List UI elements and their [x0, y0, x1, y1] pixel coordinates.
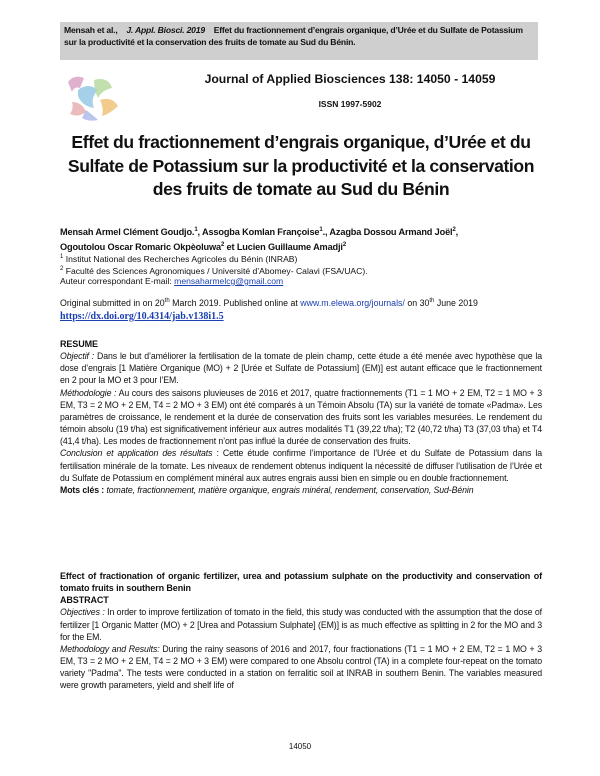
author-2: , Assogba Komlan Françoise [197, 227, 320, 238]
published-text: March 2019. Published online at [169, 297, 301, 308]
email-link[interactable]: mensaharmelcg@gmail.com [174, 276, 284, 286]
resume-objectif [60, 350, 542, 386]
author-3: ., Azagba Dossou Armand Joël [322, 227, 453, 238]
resume-heading: RESUME [60, 339, 98, 349]
online-text: on 30 [404, 297, 430, 308]
methodologie-label: Méthodologie : [60, 387, 117, 398]
resume-section [60, 338, 542, 496]
methodology-text: During the rainy seasons of 2016 and 2017, four fractionations (T1 = 1 MO + 2 EM, T2 = 1 MO + 3 EM, T3 = 2 MO + 2 EM, T4 = 2 MO + 3 EM) were compared to one Absolu control (TA) in a complete four-repeat on the tomato variety "Padma". The tests were conducted in a station on ferralitic soil at INRAB in southern Benin. The variables measured were growth parameters, yield and shelf life of [60, 643, 542, 691]
resume-keywords [60, 484, 542, 496]
corresponding-author [60, 275, 542, 287]
keywords-label: Mots clés : [60, 484, 105, 495]
submission-dates [60, 295, 542, 323]
affiliation-1-sup: 1 [60, 254, 64, 260]
journal-site-link[interactable]: www.m.elewa.org/journals/ [300, 297, 405, 308]
running-head-title-2: sur la productivité et la conservation des fruits de tomate au Sud du Bénin. [64, 37, 356, 47]
author-3-sup: 2 [452, 227, 456, 233]
objectives-text: In order to improve fertilization of tomato in the field, this study was conducted with the assumption that the dose of fertilizer [1 Organic Matter (MO) + 2 [Urea and Potassium Sulphate] (EM)] is as much effective as splitting in 2 for the MO and 3 for the EM. [60, 607, 542, 642]
english-title: Effect of fractionation of organic fertilizer, urea and potassium sulphate on the productivity and conservation of tomato fruits in southern Benin [60, 571, 542, 594]
author-1-sup: 1 [194, 227, 198, 233]
abstract-objectives [60, 606, 542, 642]
author-line-1 [60, 224, 542, 239]
affiliation-2-text: Faculté des Sciences Agronomiques / Université d’Abomey- Calavi (FSA/UAC). [63, 265, 368, 276]
running-head-title-1: Effet du fractionnement d’engrais organique, d’Urée et du Sulfate de Potassium [213, 25, 523, 35]
author-1: Mensah Armel Clément Goudjo. [60, 227, 195, 238]
affiliation-2-sup: 2 [60, 266, 64, 272]
author-4: Ogoutolou Oscar Romaric Okpèoluwa [60, 242, 221, 253]
english-section [60, 570, 542, 692]
doi-link[interactable]: https://dx.doi.org/10.4314/jab.v138i1.5 [60, 310, 224, 322]
running-head [60, 22, 538, 60]
objectif-text: Dans le but d’améliorer la fertilisation de la tomate de plein champ, cette étude a été menée avec hypothèse que la dose d’engrais [1 Matière Organique (MO) + 2 [Urée et Sulfate de Potassium] (EM)] est autant efficace que le fractionnement en 2 pour la MO et 3 pour l’EM. [60, 351, 542, 386]
resume-conclusion [60, 447, 542, 483]
methodology-label: Methodology and Results: [60, 643, 160, 654]
author-2-sup: 1 [319, 227, 323, 233]
resume-methodologie [60, 387, 542, 448]
running-head-authors: Mensah et al., [64, 25, 118, 35]
journal-logo-icon [64, 72, 130, 122]
author-5-sup: 2 [342, 242, 346, 249]
submitted-sup: th [164, 298, 170, 304]
author-5: et Lucien Guillaume Amadji [224, 242, 343, 253]
affiliation-1-text: Institut National des Recherches Agricoles du Bénin (INRAB) [63, 253, 298, 264]
author-4-sup: 2 [220, 242, 225, 249]
conclusion-text: : Cette étude confirme l’importance de l’Urée et du Sulfate de Potassium dans la fertilisation minérale de la tomate. Les niveaux de rendement obtenus indiquent la nécessité de diffuser l’utilisation de l’Urée et du Sulfate de Potassium en complément minéral aux autres engrais aussi bien en simple ou en double fractionnement. [60, 448, 542, 483]
issn: ISSN 1997-5902 [318, 99, 382, 109]
running-head-journal: J. Appl. Biosci. 2019 [126, 25, 205, 35]
author-list [60, 224, 542, 255]
conclusion-label: Conclusion et application des résultats [60, 448, 213, 459]
keywords-text: tomate, fractionnement, matière organique, engrais minéral, rendement, conservation, Sud-Bénin [104, 484, 474, 495]
article-title: Effet du fractionnement d’engrais organique, d’Urée et du Sulfate de Potassium sur la productivité et la conservation des fruits de tomate au Sud du Bénin [67, 132, 535, 199]
journal-title: Journal of Applied Biosciences 138: 14050 - 14059 [204, 72, 496, 86]
objectif-label: Objectif : [60, 351, 95, 362]
email-label: Auteur correspondant E-mail: [60, 276, 175, 286]
doi-line [60, 310, 542, 324]
abstract-methodology [60, 643, 542, 692]
online-date: June 2019 [434, 297, 478, 308]
author-sep: , [455, 227, 459, 238]
objectives-label: Objectives : [60, 607, 105, 618]
dates-line [60, 295, 542, 310]
methodologie-text: Au cours des saisons pluvieuses de 2016 et 2017, quatre fractionnements (T1 = 1 MO + 2 EM, T2 = 1 MO + 3 EM, T3 = 2 MO + 2 EM, T4 = 2 MO + 3 EM) ont été comparés à un Témoin Absolu (TA) sur la variété de tomate «Padma». Les paramètres de croissance, le rendement et la durée de conservation des fruits sont les variables mesurées. Le rendement du témoin absolu (19 t/ha) est significativement inférieur aux autres modalités T1 (39,22 t/ha); T2 (40,72 t/ha) T3 (37,03 t/ha) et T4 (41,4 t/ha). Les modes de fractionnement n’ont pas influé la durée de conservation des fruits. [60, 387, 542, 447]
abstract-heading: ABSTRACT [60, 595, 109, 606]
submitted-text: Original submitted in on 20 [60, 297, 165, 308]
page-number: 14050 [288, 742, 312, 751]
online-sup: th [429, 298, 435, 304]
running-head-line-1 [64, 24, 534, 36]
